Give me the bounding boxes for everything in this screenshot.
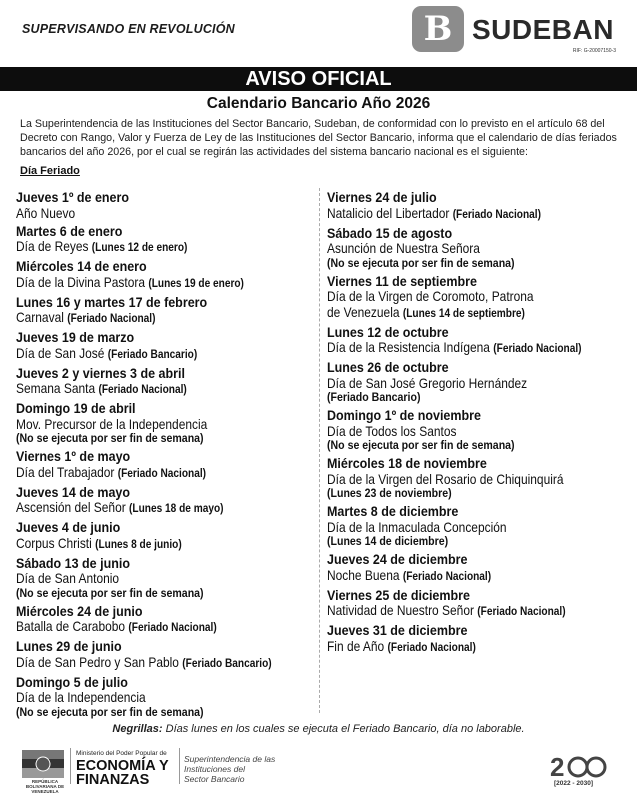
holiday-entry	[16, 330, 316, 363]
slogan: SUPERVISANDO EN REVOLUCIÓN	[22, 22, 235, 36]
holiday-entry	[327, 325, 627, 358]
holiday-date: Lunes 29 de junio	[16, 639, 122, 654]
footer-separator	[70, 748, 71, 784]
holiday-entry	[16, 224, 316, 257]
holiday-entry	[16, 259, 316, 292]
holiday-name: de Venezuela	[327, 304, 400, 320]
holiday-description	[16, 500, 280, 518]
logo-letter: B	[423, 9, 453, 49]
ministry-line1: ECONOMÍA Y	[76, 758, 169, 774]
holiday-description	[16, 655, 280, 673]
holiday-entry	[327, 190, 627, 223]
holiday-name: Día del Trabajador	[16, 464, 115, 480]
holiday-entry	[327, 226, 627, 272]
section-label: Día Feriado	[20, 165, 80, 177]
holiday-description	[327, 639, 591, 657]
sudeban-line1: Superintendencia de las	[184, 754, 276, 764]
coat-of-arms-icon	[22, 750, 64, 778]
holiday-entry	[16, 639, 316, 672]
holiday-date: Sábado 15 de agosto	[327, 225, 453, 241]
holiday-description	[327, 305, 591, 323]
holiday-description	[327, 340, 591, 358]
holiday-name: Día de la Divina Pastora	[16, 274, 146, 290]
holiday-note: (Lunes 23 de noviembre)	[327, 488, 452, 500]
holiday-date: Lunes 16 y martes 17 de febrero	[16, 294, 208, 310]
holiday-note: (Feriado Nacional)	[493, 343, 582, 355]
footer-separator	[179, 748, 180, 784]
holiday-entry	[16, 485, 316, 518]
holiday-entry	[16, 604, 316, 637]
holiday-name: Natividad de Nuestro Señor	[327, 603, 474, 618]
holiday-description	[327, 603, 591, 621]
holiday-note: (Feriado Nacional)	[477, 606, 566, 618]
republic-label: REPÚBLICA BOLIVARIANA DE VENEZUELA	[25, 779, 65, 794]
holiday-description	[16, 619, 280, 637]
left-column	[16, 190, 316, 723]
ministry-line2: FINANZAS	[76, 772, 150, 788]
holiday-entry	[16, 190, 316, 221]
ministry-name	[76, 759, 169, 787]
holiday-note: (No se ejecuta por ser fin de semana)	[327, 440, 515, 452]
footnote-label: Negrillas:	[112, 723, 163, 735]
holiday-note: (Feriado Nacional)	[387, 641, 476, 654]
intro-paragraph: La Superintendencia de las Instituciones del Sector Bancario, Sudeban, de conformidad con lo previsto en el artículo 68 del Decreto con Rango, Valor y Fuerza de Ley de las Instituciones del Sector Bancario, informa que el calendario de días feriados bancarios del año 2026, por el cual se regirán las actividades del sistema bancario nacional es el siguiente:	[20, 118, 617, 158]
holiday-entry	[16, 520, 316, 553]
holiday-date: Viernes 11 de septiembre	[327, 273, 477, 289]
holiday-note: (Feriado Nacional)	[402, 570, 492, 583]
holiday-name: Día de Reyes	[16, 239, 89, 254]
holiday-description	[327, 241, 591, 257]
holiday-note: (Lunes 12 de enero)	[91, 242, 188, 254]
holiday-date: Lunes 12 de octubre	[327, 324, 449, 340]
anniversary-logo-icon	[548, 748, 610, 788]
holiday-name: Semana Santa	[16, 381, 96, 396]
holiday-note: (Feriado Nacional)	[128, 622, 217, 634]
holiday-note: (No se ejecuta por ser fin de semana)	[327, 257, 515, 270]
holiday-note: (Lunes 14 de septiembre)	[402, 307, 525, 320]
holiday-date: Viernes 24 de julio	[327, 190, 437, 205]
column-divider	[319, 188, 320, 713]
sudeban-line3: Sector Bancario	[184, 774, 245, 784]
holiday-name: Batalla de Carabobo	[16, 619, 126, 634]
holiday-date: Jueves 2 y viernes 3 de abril	[16, 365, 185, 381]
holiday-date: Jueves 4 de junio	[16, 520, 121, 535]
sudeban-line2: Instituciones del	[184, 764, 245, 774]
holiday-date: Jueves 19 de marzo	[16, 330, 135, 345]
holiday-description	[327, 289, 591, 305]
holiday-date: Miércoles 14 de enero	[16, 259, 147, 274]
holiday-name: Año Nuevo	[16, 205, 76, 221]
holiday-name: Día de la Virgen de Coromoto, Patrona	[327, 289, 534, 304]
holiday-note: (Feriado Nacional)	[67, 313, 156, 325]
holiday-name: Natalicio del Libertador	[327, 205, 450, 221]
holiday-note: (Feriado Bancario)	[182, 657, 272, 670]
holiday-description	[327, 568, 591, 586]
holiday-name: Noche Buena	[327, 567, 400, 583]
holiday-entry	[16, 675, 316, 721]
holiday-description	[16, 465, 280, 483]
holiday-description	[16, 206, 280, 222]
holiday-entry	[327, 408, 627, 454]
footer	[0, 744, 637, 794]
holiday-description	[327, 206, 591, 224]
holiday-name: Día de la Independencia	[16, 690, 146, 705]
holiday-entry	[16, 366, 316, 399]
holiday-entry	[16, 556, 316, 602]
holiday-name: Corpus Christi	[16, 535, 92, 551]
holiday-description	[16, 536, 280, 554]
holiday-note: (Feriado Bancario)	[327, 392, 421, 404]
holiday-name: Día de Todos los Santos	[327, 423, 457, 439]
logo-name: SUDEBAN	[472, 14, 614, 45]
holiday-note: (Lunes 18 de mayo)	[129, 503, 224, 515]
svg-text:2: 2	[550, 752, 565, 782]
holiday-note: (Feriado Nacional)	[117, 467, 207, 480]
holiday-note: (Lunes 19 de enero)	[148, 277, 244, 290]
holiday-name: Asunción de Nuestra Señora	[327, 241, 480, 256]
holiday-date: Sábado 13 de junio	[16, 555, 130, 571]
holiday-description	[327, 376, 591, 392]
footnote-text: Días lunes en los cuales se ejecuta el Feriado Bancario, día no laborable.	[162, 723, 525, 735]
holiday-date: Martes 6 de enero	[16, 223, 123, 239]
holiday-description	[16, 275, 280, 293]
holiday-name: Carnaval	[16, 310, 64, 325]
holiday-entry	[327, 274, 627, 323]
footnote	[0, 723, 637, 735]
holiday-date: Domingo 1º de noviembre	[327, 408, 481, 423]
holiday-note: (Feriado Nacional)	[98, 384, 187, 396]
holiday-entry	[327, 623, 627, 656]
holiday-date: Domingo 19 de abril	[16, 401, 136, 416]
holiday-name: Día de la Inmaculada Concepción	[327, 519, 507, 535]
holiday-name: Día de San Antonio	[16, 571, 120, 586]
holiday-name: Día de la Resistencia Indígena	[327, 340, 490, 355]
holiday-name: Fin de Año	[327, 638, 385, 654]
holiday-date: Viernes 25 de diciembre	[327, 587, 470, 603]
title-banner: AVISO OFICIAL	[0, 67, 637, 91]
holiday-description	[16, 381, 280, 399]
holiday-description	[327, 520, 591, 536]
sudeban-logo	[412, 6, 622, 58]
logo-b-icon	[412, 6, 464, 52]
right-column	[327, 190, 627, 659]
holiday-date: Lunes 26 de octubre	[327, 360, 449, 375]
logo-rif: RIF: G-20007150-3	[572, 48, 616, 54]
holiday-entry	[327, 504, 627, 550]
holiday-entry	[327, 360, 627, 406]
holiday-entry	[16, 401, 316, 447]
holiday-entry	[16, 295, 316, 328]
sudeban-footer-text	[184, 754, 275, 784]
holiday-note: (Feriado Bancario)	[107, 348, 198, 361]
holiday-date: Jueves 24 de diciembre	[327, 552, 468, 567]
anniversary-years: [2022 - 2030]	[554, 780, 594, 787]
holiday-description	[16, 346, 280, 364]
holiday-note: (Lunes 14 de diciembre)	[327, 536, 449, 548]
holiday-note: (No se ejecuta por ser fin de semana)	[16, 433, 204, 445]
holiday-date: Martes 8 de diciembre	[327, 504, 459, 519]
holiday-entry	[327, 588, 627, 621]
holiday-entry	[16, 449, 316, 482]
holiday-date: Jueves 14 de mayo	[16, 484, 131, 500]
holiday-description	[16, 417, 280, 433]
holiday-date: Viernes 1º de mayo	[16, 449, 131, 464]
ministry-small: Ministerio del Poder Popular de	[76, 750, 167, 757]
holiday-description	[327, 424, 591, 440]
subtitle: Calendario Bancario Año 2026	[206, 95, 431, 112]
holiday-entry	[327, 552, 627, 585]
holiday-name: Mov. Precursor de la Independencia	[16, 416, 208, 432]
holiday-date: Miércoles 18 de noviembre	[327, 456, 487, 471]
holiday-note: (Lunes 8 de junio)	[95, 538, 182, 551]
holiday-name: Ascensión del Señor	[16, 500, 126, 515]
holiday-description	[327, 472, 591, 488]
holiday-note: (No se ejecuta por ser fin de semana)	[16, 706, 204, 719]
holiday-date: Jueves 1º de enero	[16, 190, 130, 205]
holiday-description	[16, 310, 280, 328]
holiday-description	[16, 239, 280, 257]
holiday-description	[16, 690, 280, 706]
holiday-name: Día de San José	[16, 345, 105, 361]
holiday-name: Día de San Pedro y San Pablo	[16, 654, 179, 670]
holiday-date: Domingo 5 de julio	[16, 674, 128, 690]
holiday-date: Miércoles 24 de junio	[16, 603, 143, 619]
holiday-entry	[327, 456, 627, 502]
holiday-name: Día de San José Gregorio Hernández	[327, 375, 528, 391]
holiday-description	[16, 571, 280, 587]
holiday-name: Día de la Virgen del Rosario de Chiquinquirá	[327, 471, 564, 487]
holiday-note: (Feriado Nacional)	[452, 208, 541, 221]
holiday-date: Jueves 31 de diciembre	[327, 623, 468, 638]
holiday-note: (No se ejecuta por ser fin de semana)	[16, 587, 204, 600]
